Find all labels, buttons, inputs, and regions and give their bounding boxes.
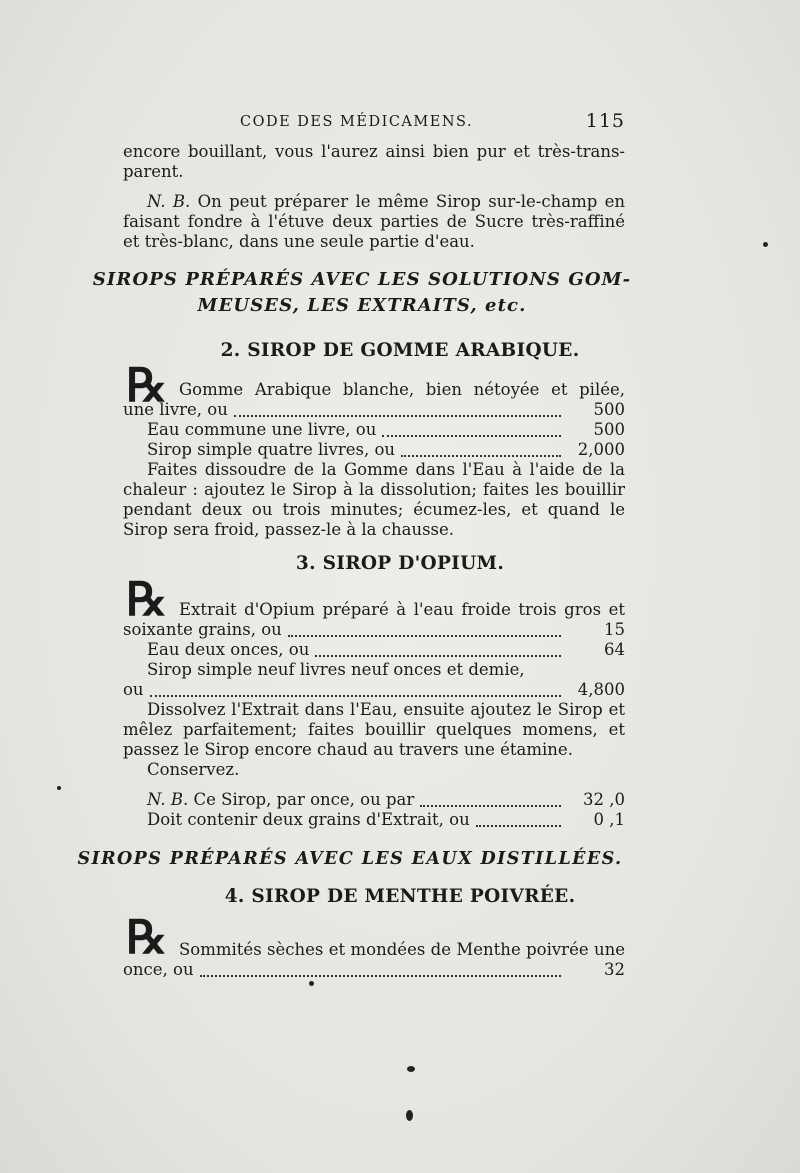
recipe-title: 3. SIROP D'OPIUM. <box>295 553 505 574</box>
ink-speck <box>406 1110 413 1121</box>
ingredient-quantity: 2,000 <box>577 440 625 459</box>
ink-speck <box>57 786 61 790</box>
text-line: Faites dissoudre de la Gomme dans l'Eau à l'aide de la <box>147 460 625 479</box>
ingredient-label: une livre, ou <box>123 400 228 419</box>
dot-leader <box>401 451 561 457</box>
ingredient-line <box>123 400 625 420</box>
recipe-body <box>123 600 625 780</box>
dot-leader <box>315 651 561 657</box>
dot-leader <box>234 411 561 417</box>
ingredient-line <box>123 620 625 640</box>
dot-leader <box>382 431 561 437</box>
text-line: parent. <box>123 162 184 181</box>
section-heading-line: MEUSES, LES EXTRAITS, etc. <box>197 295 527 316</box>
ingredient-label: once, ou <box>123 960 194 979</box>
nota-bene-paragraph <box>123 192 625 252</box>
ingredient-quantity: 500 <box>593 420 625 439</box>
nb-label: N. B. <box>147 192 191 211</box>
ingredient-label: Sirop simple quatre livres, ou <box>147 440 396 459</box>
ingredient-line <box>123 680 625 700</box>
text-line: chaleur : ajoutez le Sirop à la dissolution; faites les bouillir <box>123 480 625 499</box>
text-line: Extrait d'Opium préparé à l'eau froide trois gros et <box>179 600 625 619</box>
nb-line <box>123 790 625 810</box>
ink-speck <box>407 1066 415 1072</box>
page-header <box>123 110 625 134</box>
ingredient-quantity: 32 <box>604 960 625 979</box>
nb-text: On peut préparer le même Sirop sur-le-champ en <box>197 192 625 211</box>
ingredient-label: soixante grains, ou <box>123 620 282 639</box>
text-line: et très-blanc, dans une seule partie d'eau. <box>123 232 475 251</box>
text-line: Conservez. <box>147 760 240 779</box>
intro-paragraph <box>123 142 625 182</box>
text-line: mêlez parfaitement; faites bouillir quelques momens, et <box>123 720 625 739</box>
dot-leader <box>476 821 561 827</box>
ink-speck <box>763 242 768 247</box>
nb-label: N. B. <box>147 790 189 809</box>
running-title: CODE DES MÉDICAMENS. <box>240 114 474 130</box>
text-line <box>123 192 625 212</box>
recipe-symbol: ℞ <box>126 358 168 412</box>
recipe-body <box>123 940 625 980</box>
ingredient-label: ou <box>123 680 144 699</box>
nb-quantity: 0 ,1 <box>593 810 625 829</box>
dot-leader <box>420 801 561 807</box>
section-heading: SIROPS PRÉPARÉS AVEC LES EAUX DISTILLÉES. <box>77 849 623 869</box>
ingredient-line <box>123 420 625 440</box>
ingredient-quantity: 15 <box>604 620 625 639</box>
nb-line <box>123 810 625 830</box>
nota-bene-block <box>123 790 625 830</box>
text-line: Gomme Arabique blanche, bien nétoyée et pilée, <box>179 380 625 399</box>
ingredient-line <box>123 960 625 980</box>
recipe-body <box>123 380 625 540</box>
dot-leader <box>200 971 561 977</box>
recipe-title: 2. SIROP DE GOMME ARABIQUE. <box>220 340 580 361</box>
section-heading <box>92 267 632 319</box>
text-line: faisant fondre à l'étuve deux parties de Sucre très-raffiné <box>123 212 625 231</box>
section-heading-line: SIROPS PRÉPARÉS AVEC LES SOLUTIONS GOM- <box>92 269 632 290</box>
text-line: Sommités sèches et mondées de Menthe poivrée une <box>179 940 625 959</box>
text-line: passez le Sirop encore chaud au travers une étamine. <box>123 740 573 759</box>
nb-line-text <box>147 790 414 810</box>
recipe-symbol: ℞ <box>126 572 168 626</box>
text-line: encore bouillant, vous l'aurez ainsi bien pur et très-trans- <box>123 142 625 161</box>
text-line: pendant deux ou trois minutes; écumez-les, et quand le <box>123 500 625 519</box>
ingredient-quantity: 500 <box>593 400 625 419</box>
text-line: Dissolvez l'Extrait dans l'Eau, ensuite ajoutez le Sirop et <box>147 700 625 719</box>
page-number: 115 <box>585 110 625 132</box>
ink-speck <box>309 981 314 986</box>
recipe-symbol: ℞ <box>126 910 168 964</box>
ingredient-quantity: 64 <box>604 640 625 659</box>
ingredient-label: Eau commune une livre, ou <box>147 420 377 439</box>
nb-label-text: Doit contenir deux grains d'Extrait, ou <box>147 810 470 829</box>
text-line: Sirop sera froid, passez-le à la chausse. <box>123 520 455 539</box>
ingredient-quantity: 4,800 <box>577 680 625 699</box>
ingredient-label: Eau deux onces, ou <box>147 640 310 659</box>
ingredient-line <box>123 640 625 660</box>
ingredient-line <box>123 440 625 460</box>
dot-leader <box>150 691 561 697</box>
nb-quantity: 32 ,0 <box>583 790 625 809</box>
dot-leader <box>288 631 561 637</box>
nb-label-text: Ce Sirop, par once, ou par <box>193 790 415 809</box>
recipe-title: 4. SIROP DE MENTHE POIVRÉE. <box>224 886 576 907</box>
text-line: Sirop simple neuf livres neuf onces et demie, <box>147 660 525 679</box>
